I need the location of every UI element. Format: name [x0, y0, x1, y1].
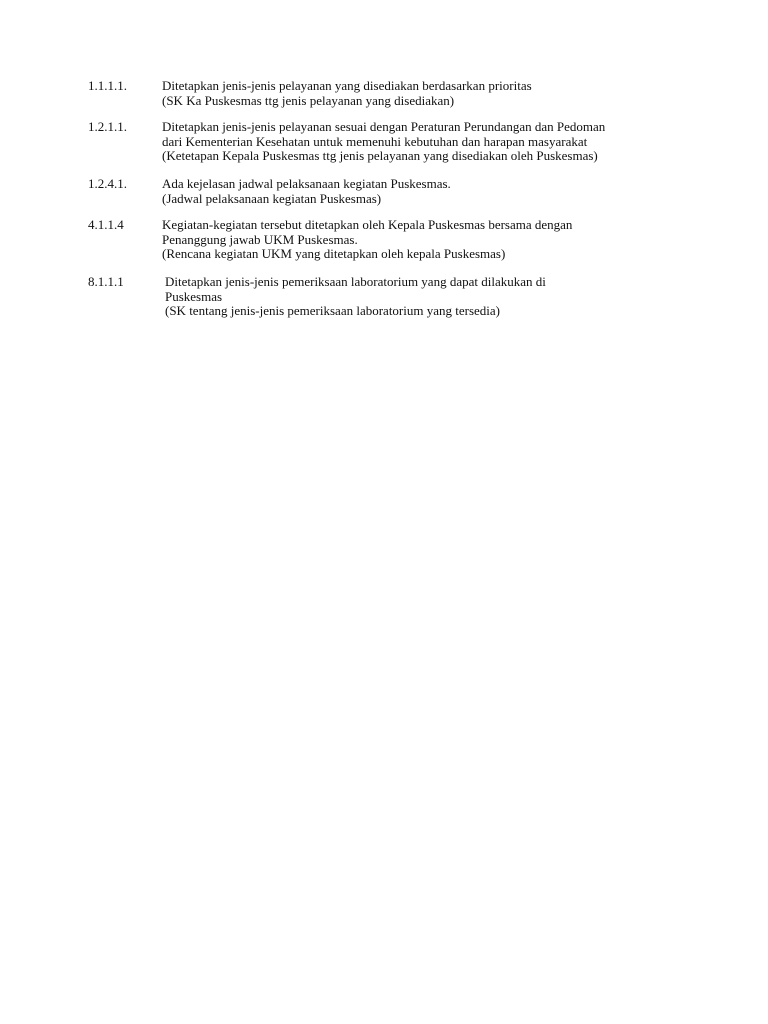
item-line: Ditetapkan jenis-jenis pelayanan yang disediakan berdasarkan prioritas — [162, 78, 532, 93]
item-line: (Ketetapan Kepala Puskesmas ttg jenis pelayanan yang disediakan oleh Puskesmas) — [162, 148, 598, 163]
item-text — [162, 79, 532, 108]
item-line: Ditetapkan jenis-jenis pemeriksaan laboratorium yang dapat dilakukan di — [165, 274, 546, 289]
item-line: Kegiatan-kegiatan tersebut ditetapkan oleh Kepala Puskesmas bersama dengan — [162, 217, 573, 232]
item-text — [162, 218, 572, 262]
item-line: Puskesmas — [165, 288, 223, 304]
item-line: Ditetapkan jenis-jenis pelayanan sesuai dengan Peraturan Perundangan dan Pedoman — [162, 119, 606, 134]
item-line: Penanggung jawab UKM Puskesmas. — [162, 231, 358, 247]
item-number: 8.1.1.1 — [88, 274, 124, 289]
item-text — [162, 120, 605, 164]
item-text — [165, 275, 546, 319]
item-line: Ada kejelasan jadwal pelaksanaan kegiatan Puskesmas. — [162, 176, 451, 191]
item-text — [162, 177, 451, 206]
item-number: 1.1.1.1. — [88, 78, 127, 93]
item-number: 1.2.1.1. — [88, 119, 127, 134]
item-line: (Jadwal pelaksanaan kegiatan Puskesmas) — [162, 190, 382, 206]
item-line: (SK Ka Puskesmas ttg jenis pelayanan yang disediakan) — [162, 92, 455, 108]
item-line: dari Kementerian Kesehatan untuk memenuhi kebutuhan dan harapan masyarakat — [162, 133, 588, 149]
item-number: 1.2.4.1. — [88, 176, 127, 191]
item-line: (Rencana kegiatan UKM yang ditetapkan oleh kepala Puskesmas) — [162, 246, 506, 261]
item-line: (SK tentang jenis-jenis pemeriksaan laboratorium yang tersedia) — [165, 303, 501, 318]
item-number: 4.1.1.4 — [88, 217, 124, 232]
